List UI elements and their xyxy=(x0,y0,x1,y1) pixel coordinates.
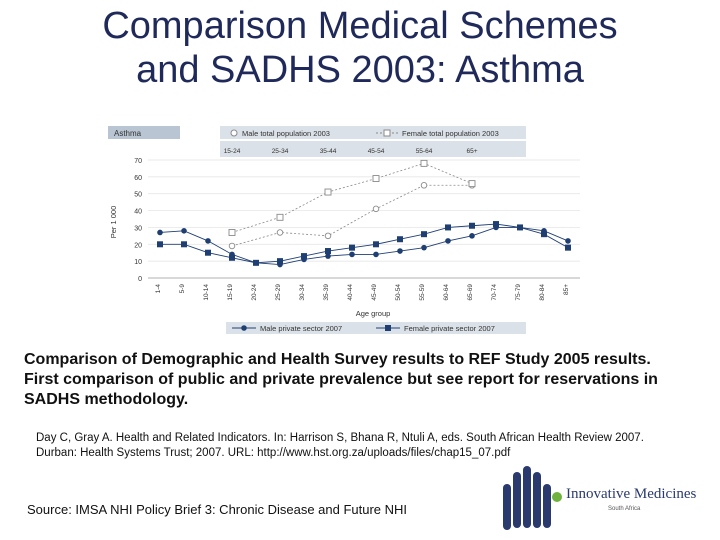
x-tick-label: 80-84 xyxy=(539,284,546,301)
x-tick-label: 65-69 xyxy=(467,284,474,301)
x-tick-label: 70-74 xyxy=(491,284,498,301)
x-tick-label: 60-64 xyxy=(443,284,450,301)
y-tick-label: 70 xyxy=(134,158,142,165)
legend-male-total-marker xyxy=(231,130,237,136)
public-age-label: 35-44 xyxy=(319,148,337,155)
y-tick-label: 30 xyxy=(134,225,142,233)
male-private-point xyxy=(373,252,379,258)
male-private-point xyxy=(421,245,427,251)
female-private-point xyxy=(277,258,283,264)
female-private-point xyxy=(253,260,259,266)
reference-citation: Day C, Gray A. Health and Related Indicators. In: Harrison S, Bhana R, Ntuli A, eds. South African Health Review 2007. Durban: Health Systems Trust; 2007. URL: http://www.hst.org.za/uploads/files/chap15_07.pdf xyxy=(36,432,644,459)
female-private-point xyxy=(565,245,571,251)
y-tick-label: 10 xyxy=(134,259,142,267)
title-line-2: and SADHS 2003: Asthma xyxy=(136,49,584,91)
asthma-chart xyxy=(108,122,593,340)
x-tick-label: 85+ xyxy=(563,284,570,296)
x-tick-label: 50-54 xyxy=(395,284,402,301)
male-total-point xyxy=(229,243,235,249)
logo-subtitle: South Africa xyxy=(608,506,641,512)
female-private-point xyxy=(349,245,355,251)
female-private-point xyxy=(421,231,427,237)
female-private-point xyxy=(493,221,499,227)
y-tick-label: 40 xyxy=(134,208,142,216)
male-private-point xyxy=(445,238,451,244)
female-total-point xyxy=(325,189,331,195)
male-private-point xyxy=(397,248,403,254)
public-age-label: 65+ xyxy=(466,148,478,155)
x-tick-label: 10-14 xyxy=(203,284,210,301)
public-age-label: 15-24 xyxy=(223,148,241,155)
male-private-point xyxy=(469,233,475,239)
private-series-line-1 xyxy=(160,224,568,263)
x-tick-label: 75-79 xyxy=(515,284,522,301)
x-tick-label: 45-49 xyxy=(371,284,378,301)
female-private-point xyxy=(373,241,379,247)
female-private-point xyxy=(229,255,235,261)
male-total-point xyxy=(277,230,283,236)
male-private-point xyxy=(181,228,187,234)
female-private-point xyxy=(445,224,451,230)
x-tick-label: 20-24 xyxy=(251,284,258,301)
female-total-point xyxy=(469,181,475,187)
x-tick-label: 55-59 xyxy=(419,284,426,301)
legend-female-private-marker xyxy=(385,325,391,331)
legend-female-total: Female total population 2003 xyxy=(402,129,499,138)
y-tick-label: 50 xyxy=(134,191,142,199)
x-tick-label: 40-44 xyxy=(347,284,354,301)
female-private-point xyxy=(181,241,187,247)
male-private-point xyxy=(205,238,211,244)
panel-label: Asthma xyxy=(114,129,142,138)
innovative-medicines-logo xyxy=(500,464,710,530)
female-private-point xyxy=(301,253,307,259)
female-private-point xyxy=(517,224,523,230)
source-note: Source: IMSA NHI Policy Brief 3: Chronic Disease and Future NHI xyxy=(27,502,408,517)
x-tick-label: 5-9 xyxy=(179,284,186,294)
male-private-point xyxy=(325,253,331,259)
male-private-point xyxy=(157,230,163,236)
legend-male-total: Male total population 2003 xyxy=(242,129,330,138)
y-tick-labels xyxy=(134,158,142,283)
public-series-line-0 xyxy=(232,185,472,246)
legend-male-private: Male private sector 2007 xyxy=(260,324,343,333)
y-tick-label: 0 xyxy=(138,276,142,283)
female-private-point xyxy=(157,241,163,247)
male-total-point xyxy=(373,206,379,212)
slide-title xyxy=(0,4,720,92)
series-markers xyxy=(157,160,571,267)
public-age-label: 55-64 xyxy=(415,148,433,155)
y-axis-label: Per 1 000 xyxy=(109,205,118,239)
male-total-point xyxy=(325,233,331,239)
gridlines xyxy=(148,160,580,278)
male-private-point xyxy=(349,252,355,258)
female-private-point xyxy=(541,231,547,237)
male-private-point xyxy=(565,238,571,244)
slide-caption: Comparison of Demographic and Health Survey results to REF Study 2005 results. First comparison of public and private prevalence but see report for reservations in SADHS methodology. xyxy=(24,351,658,408)
x-tick-labels xyxy=(155,284,570,301)
x-tick-label: 25-29 xyxy=(275,284,282,301)
series-lines xyxy=(160,163,568,264)
female-total-point xyxy=(229,229,235,235)
female-total-point xyxy=(373,176,379,182)
female-private-point xyxy=(325,248,331,254)
x-tick-label: 15-19 xyxy=(227,284,234,301)
x-tick-label: 30-34 xyxy=(299,284,306,301)
title-line-1: Comparison Medical Schemes xyxy=(102,5,618,47)
female-total-point xyxy=(277,214,283,220)
x-tick-label: 35-39 xyxy=(323,284,330,301)
x-axis-label: Age group xyxy=(355,309,391,318)
female-total-point xyxy=(421,160,427,166)
male-total-point xyxy=(421,182,427,188)
public-age-label: 45-54 xyxy=(367,148,385,155)
y-tick-label: 60 xyxy=(134,174,142,182)
female-private-point xyxy=(205,250,211,256)
legend-female-total-marker xyxy=(384,130,390,136)
female-private-point xyxy=(469,223,475,229)
y-tick-label: 20 xyxy=(134,242,142,250)
legend-male-private-marker xyxy=(241,325,247,331)
public-age-label: 25-34 xyxy=(271,148,289,155)
legend-female-private: Female private sector 2007 xyxy=(404,324,495,333)
x-tick-label: 1-4 xyxy=(155,284,162,294)
chart-svg xyxy=(108,122,593,340)
logo-name: Innovative Medicines xyxy=(566,486,697,502)
female-private-point xyxy=(397,236,403,242)
